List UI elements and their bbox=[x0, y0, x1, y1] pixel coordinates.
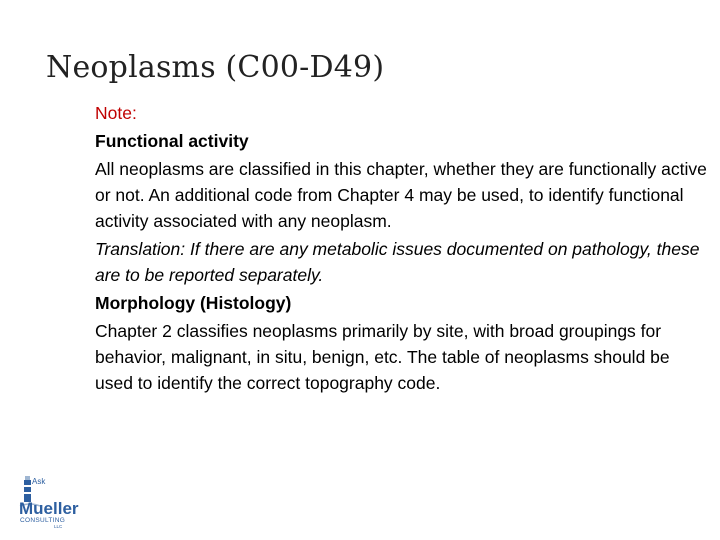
logo-text-mueller: Mueller bbox=[19, 499, 79, 518]
slide-body bbox=[95, 100, 707, 398]
logo-text-consulting: CONSULTING bbox=[20, 517, 66, 524]
logo-text-ask: Ask bbox=[32, 477, 46, 486]
morphology-text: Chapter 2 classifies neoplasms primarily by site, with broad groupings for behavior, malignant, in situ, benign, etc. The table of neoplasms should be used to identify the correct topography code. bbox=[95, 321, 670, 393]
translation-text: Translation: If there are any metabolic issues documented on pathology, these are to be reported separately. bbox=[95, 239, 700, 285]
note-label: Note: bbox=[95, 103, 137, 123]
company-logo bbox=[18, 472, 90, 530]
logo-text-llc: LLC bbox=[54, 524, 63, 529]
functional-activity-heading: Functional activity bbox=[95, 131, 249, 151]
functional-activity-text: All neoplasms are classified in this chapter, whether they are functionally active or not. An additional code from Chapter 4 may be used, to identify functional activity associated with any neoplasm. bbox=[95, 159, 707, 231]
lighthouse-logo-icon bbox=[18, 472, 90, 530]
slide-title: Neoplasms (C00-D49) bbox=[46, 50, 385, 85]
morphology-heading: Morphology (Histology) bbox=[95, 293, 292, 313]
